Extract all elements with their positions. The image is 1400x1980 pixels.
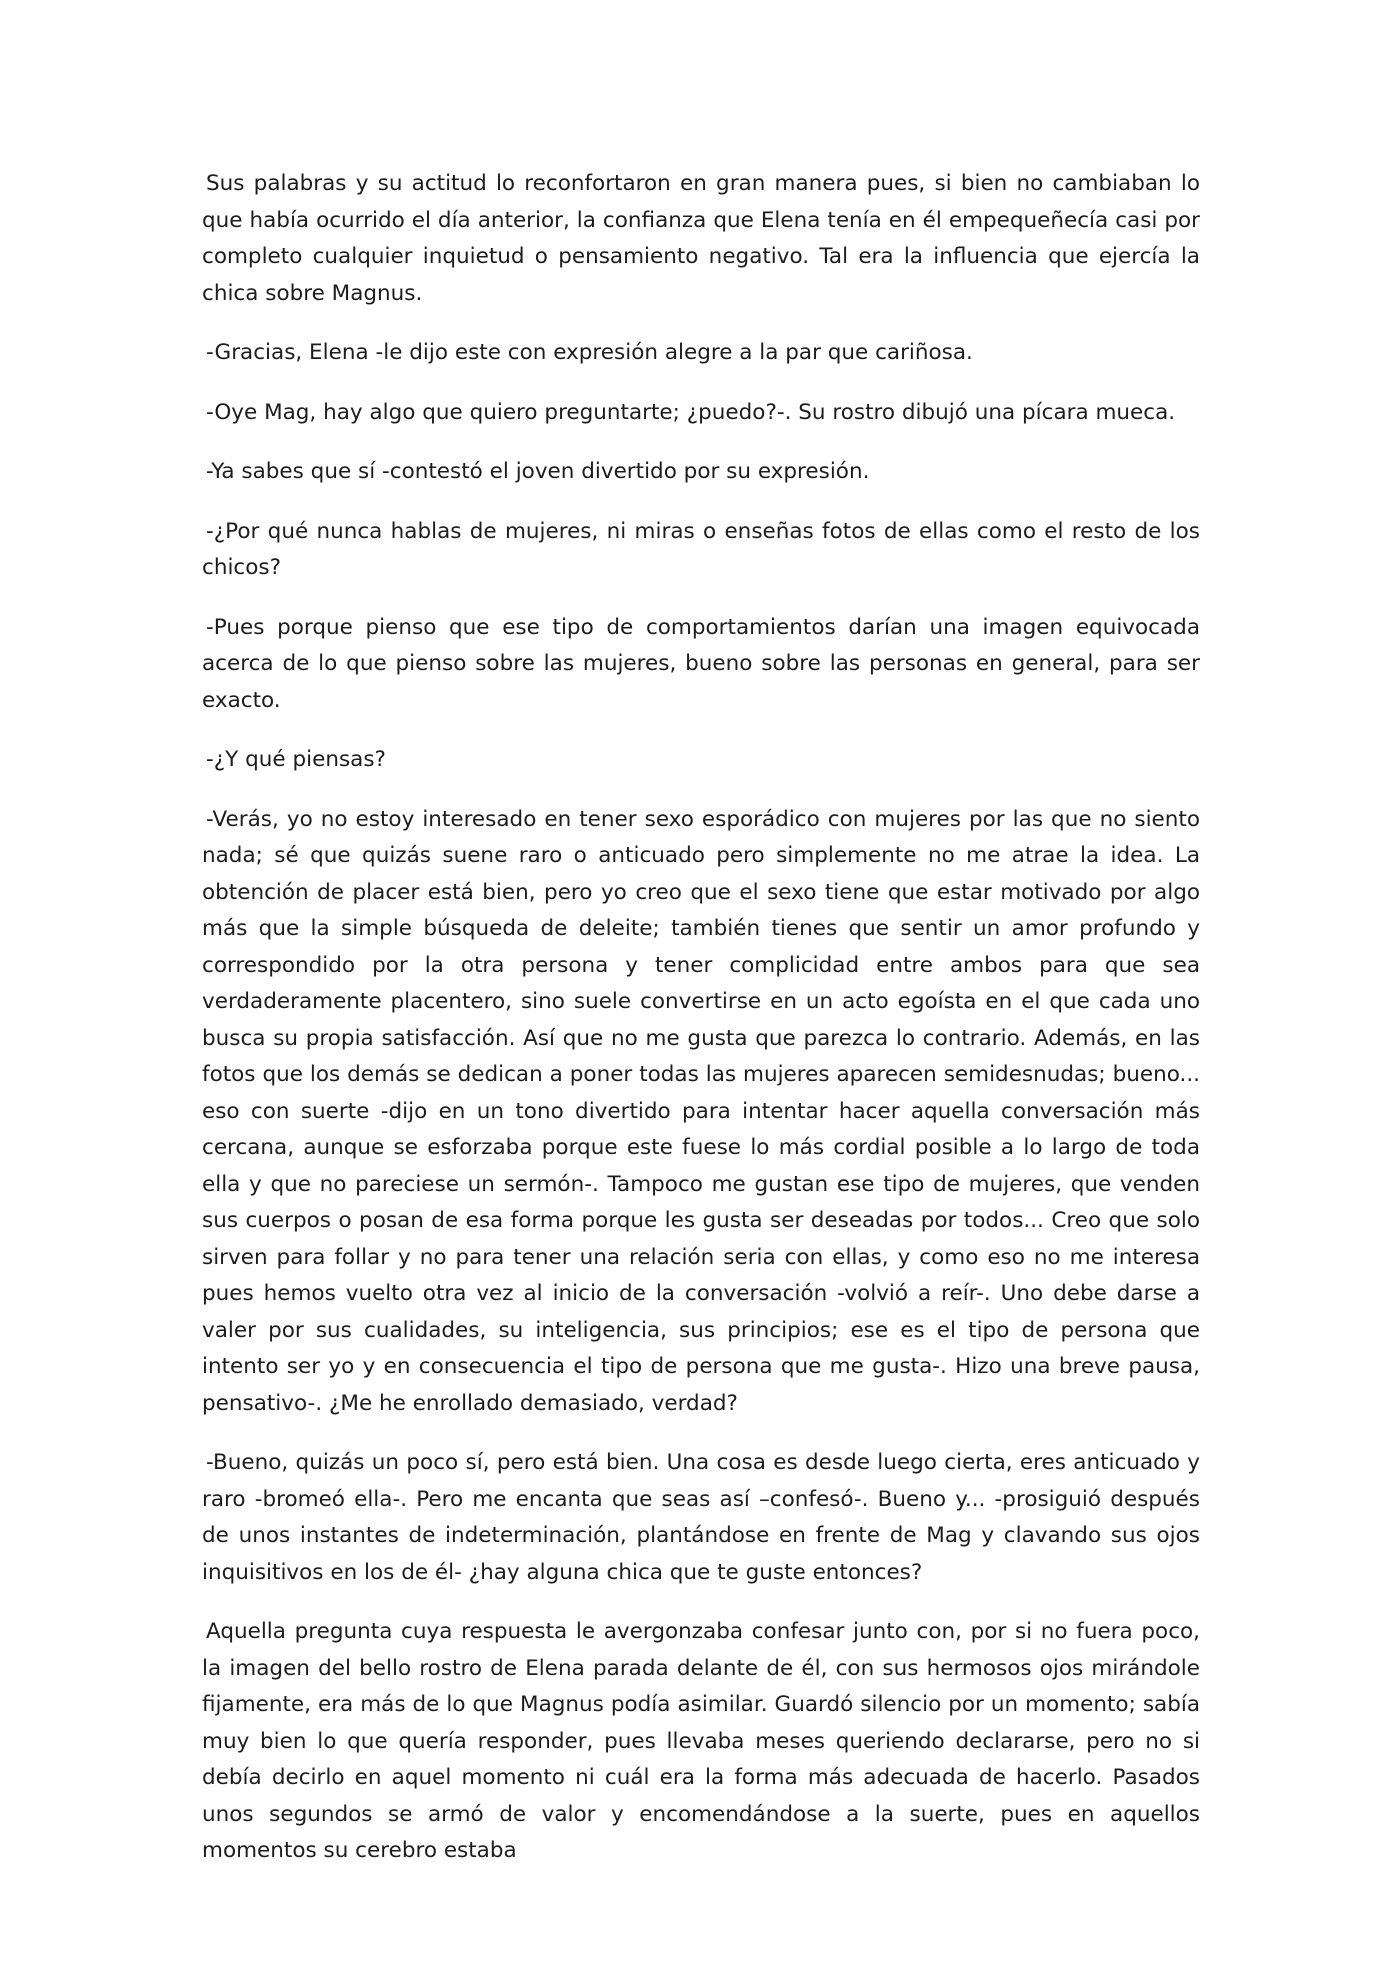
paragraph-3: -Oye Mag, hay algo que quiero preguntarte; ¿puedo?-. Su rostro dibujó una pícara mueca. (206, 399, 1176, 425)
paragraph-6: -Pues porque pienso que ese tipo de comportamientos darían una imagen equivocada acerca de lo que pienso sobre las mujeres, bueno sobre las personas en general, para ser exacto. (202, 614, 1200, 713)
paragraph-1: Sus palabras y su actitud lo reconfortaron en gran manera pues, si bien no cambiaban lo que había ocurrido el día anterior, la confianza que Elena tenía en él empequeñecía casi por completo cualquier inquietud o pensamiento negativo. Tal era la influencia que ejercía la chica sobre Magnus. (202, 171, 1200, 306)
document-body (202, 166, 1200, 1893)
paragraph-5: -¿Por qué nunca hablas de mujeres, ni miras o enseñas fotos de ellas como el resto de los chicos? (202, 518, 1200, 580)
paragraph-7: -¿Y qué piensas? (206, 747, 386, 772)
paragraph-10: Aquella pregunta cuya respuesta le avergonzaba confesar junto con, por si no fuera poco, la imagen del bello rostro de Elena parada delante de él, con sus hermosos ojos mirándole fijamente, era más de lo que Magnus podía asimilar. Guardó silencio por un momento; sabía muy bien lo que quería responder, pues llevaba meses queriendo declararse, pero no si debía decirlo en aquel momento ni cuál era la forma más adecuada de hacerlo. Pasados unos segundos se armó de valor y encomendándose a la suerte, pues en aquellos momentos su cerebro estaba (202, 1619, 1200, 1863)
paragraph-4: -Ya sabes que sí -contestó el joven divertido por su expresión. (206, 459, 870, 484)
paragraph-2: -Gracias, Elena -le dijo este con expresión alegre a la par que cariñosa. (206, 340, 973, 365)
paragraph-9: -Bueno, quizás un poco sí, pero está bien. Una cosa es desde luego cierta, eres anticuado y raro -bromeó ella-. Pero me encanta que seas así –confesó-. Bueno y... -prosiguió después de unos instantes de indeterminación, plantándose en frente de Mag y clavando sus ojos inquisitivos en los de él- ¿hay alguna chica que te guste entonces? (202, 1450, 1200, 1585)
paragraph-8: -Verás, yo no estoy interesado en tener sexo esporádico con mujeres por las que no siento nada; sé que quizás suene raro o anticuado pero simplemente no me atrae la idea. La obtención de placer está bien, pero yo creo que el sexo tiene que estar motivado por algo más que la simple búsqueda de deleite; también tienes que sentir un amor profundo y correspondido por la otra persona y tener complicidad entre ambos para que sea verdaderamente placentero, sino suele convertirse en un acto egoísta en el que cada uno busca su propia satisfacción. Así que no me gusta que parezca lo contrario. Además, en las fotos que los demás se dedican a poner todas las mujeres aparecen semidesnudas; bueno... eso con suerte -dijo en un tono divertido para intentar hacer aquella conversación más cercana, aunque se esforzaba porque este fuese lo más cordial posible a lo largo de toda ella y que no pareciese un sermón-. Tampoco me gustan ese tipo de mujeres, que venden sus cuerpos o posan de esa forma porque les gusta ser deseadas por todos... Creo que solo sirven para follar y no para tener una relación seria con ellas, y como eso no me interesa pues hemos vuelto otra vez al inicio de la conversación -volvió a reír-. Uno debe darse a valer por sus cualidades, su inteligencia, sus principios; ese es el tipo de persona que intento ser yo y en consecuencia el tipo de persona que me gusta-. Hizo una breve pausa, pensativo-. ¿Me he enrollado demasiado, verdad? (202, 806, 1200, 1416)
